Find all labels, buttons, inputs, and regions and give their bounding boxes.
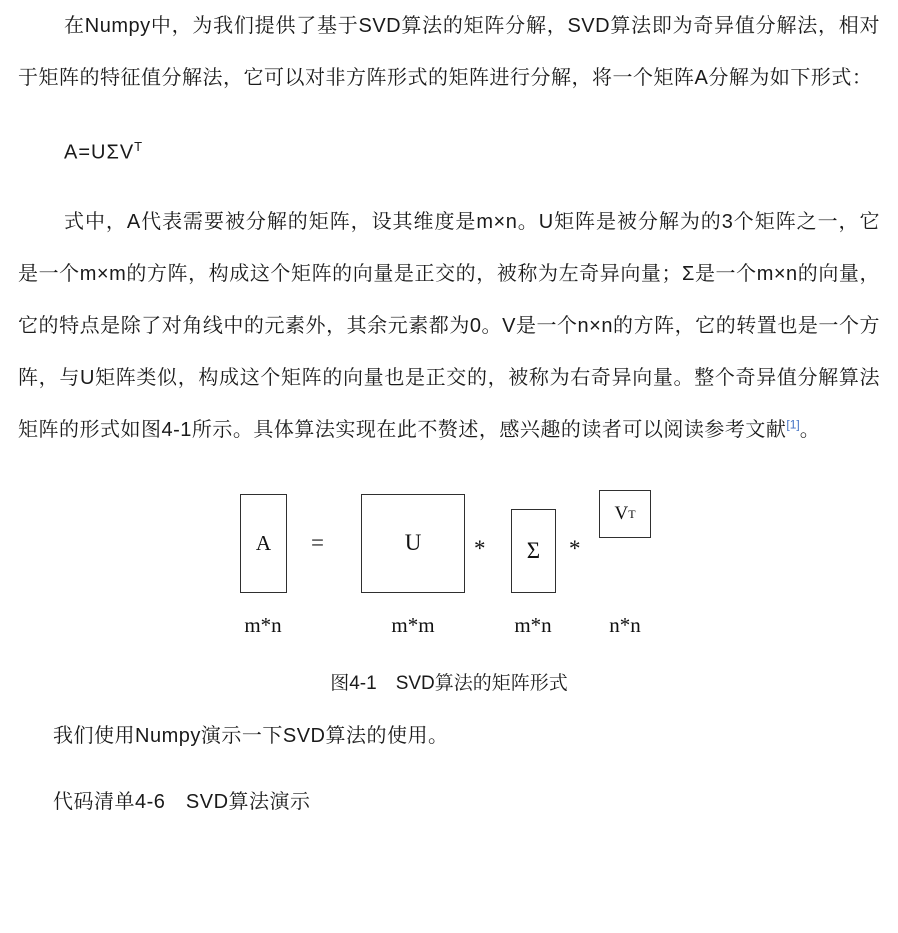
formula-superscript-t: T bbox=[134, 139, 143, 154]
svd-formula bbox=[18, 121, 880, 179]
matrix-label-a: A bbox=[255, 530, 272, 555]
paragraph-intro: 在Numpy中，为我们提供了基于SVD算法的矩阵分解，SVD算法即为奇异值分解法，相对于矩阵的特征值分解法，它可以对非方阵形式的矩阵进行分解，将一个矩阵A分解为如下形式： bbox=[18, 15, 880, 89]
multiply-operator-1: * bbox=[474, 535, 486, 561]
paragraph-explanation-tail: 。 bbox=[799, 418, 821, 441]
svd-matrix-figure bbox=[233, 487, 665, 647]
dimension-label-u: m*m bbox=[391, 612, 435, 637]
matrix-box-a bbox=[240, 494, 287, 593]
matrix-box-u bbox=[361, 494, 465, 593]
matrix-box-sigma bbox=[511, 509, 556, 593]
dimension-label-a: m*n bbox=[244, 612, 282, 637]
dimension-label-sigma: m*n bbox=[514, 612, 552, 637]
dimension-label-vt: n*n bbox=[609, 612, 641, 637]
paragraph-explanation bbox=[18, 196, 880, 456]
formula-base: A=UΣV bbox=[64, 141, 135, 164]
svd-figure-wrapper bbox=[18, 487, 880, 647]
matrix-label-u: U bbox=[404, 530, 422, 556]
paragraph-demo-intro: 我们使用Numpy演示一下SVD算法的使用。 bbox=[53, 724, 449, 747]
footnote-ref-link[interactable]: [1] bbox=[786, 417, 800, 431]
code-listing-title: 代码清单4-6 SVD算法演示 bbox=[53, 790, 311, 813]
figure-caption: 图4-1 SVD算法的矩阵形式 bbox=[330, 672, 568, 694]
matrix-label-sigma: Σ bbox=[526, 537, 541, 563]
matrix-box-vt: V T bbox=[599, 490, 651, 538]
multiply-operator-2: * bbox=[569, 535, 581, 561]
matrix-label-v: V bbox=[614, 502, 629, 524]
paragraph-explanation-text: 式中，A代表需要被分解的矩阵，设其维度是m×n。U矩阵是被分解为的3个矩阵之一，它是一个m×m的方阵，构成这个矩阵的向量是正交的，被称为左奇异向量；Σ是一个m×n的向量，它的特点是除了对角线中的元素外，其余元素都为0。V是一个n×n的方阵，它的转置也是一个方阵，与U矩阵类似，构成这个矩阵的向量也是正交的，被称为右奇异向量。整个奇异值分解算法矩阵的形式如图4-1所示。具体算法实现在此不赘述，感兴趣的读者可以阅读参考文献 bbox=[18, 210, 880, 441]
equals-operator: = bbox=[311, 529, 324, 555]
